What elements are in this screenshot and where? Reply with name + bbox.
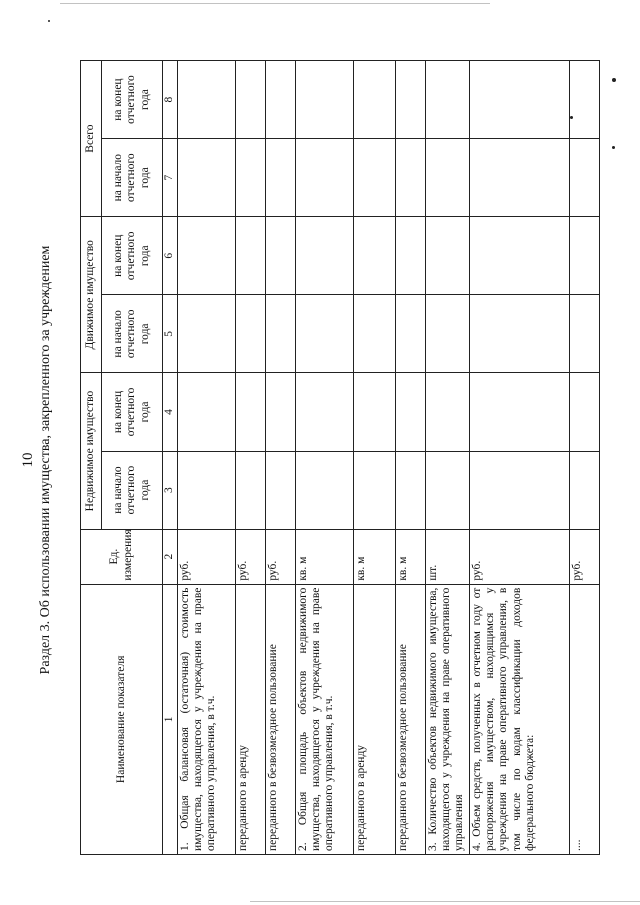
value-cell bbox=[470, 217, 570, 295]
header-indicator: Наименование показателя bbox=[81, 584, 163, 854]
column-number: 7 bbox=[163, 139, 178, 217]
scan-edge-top bbox=[60, 3, 490, 4]
value-cell bbox=[426, 373, 470, 451]
row-unit: кв. м bbox=[296, 529, 354, 584]
value-cell bbox=[354, 451, 396, 529]
value-cell bbox=[236, 373, 266, 451]
header-movable: Движимое имущество bbox=[81, 217, 102, 373]
value-cell bbox=[470, 61, 570, 139]
value-cell bbox=[396, 451, 426, 529]
value-cell bbox=[296, 451, 354, 529]
value-cell bbox=[354, 217, 396, 295]
value-cell bbox=[426, 451, 470, 529]
value-cell bbox=[178, 451, 236, 529]
value-cell bbox=[470, 139, 570, 217]
value-cell bbox=[236, 295, 266, 373]
value-cell bbox=[354, 61, 396, 139]
value-cell bbox=[570, 295, 600, 373]
header-total-start: на начало отчетного года bbox=[102, 139, 163, 217]
column-number: 2 bbox=[163, 529, 178, 584]
table-row bbox=[236, 61, 266, 855]
row-indicator-name: переданного в безвозмездное пользование bbox=[396, 584, 426, 854]
value-cell bbox=[354, 295, 396, 373]
row-unit: руб. bbox=[178, 529, 236, 584]
table-row bbox=[570, 61, 600, 855]
row-unit: руб. bbox=[236, 529, 266, 584]
value-cell bbox=[236, 61, 266, 139]
value-cell bbox=[178, 373, 236, 451]
value-cell bbox=[570, 217, 600, 295]
value-cell bbox=[354, 373, 396, 451]
row-unit: руб. bbox=[570, 529, 600, 584]
header-unit: Ед. измерения bbox=[81, 529, 163, 584]
table-row bbox=[266, 61, 296, 855]
header-immovable-start: на начало отчетного года bbox=[102, 451, 163, 529]
value-cell bbox=[236, 217, 266, 295]
column-number: 3 bbox=[163, 451, 178, 529]
column-number: 8 bbox=[163, 61, 178, 139]
value-cell bbox=[570, 373, 600, 451]
value-cell bbox=[396, 373, 426, 451]
row-unit: руб. bbox=[266, 529, 296, 584]
value-cell bbox=[396, 139, 426, 217]
value-cell bbox=[266, 373, 296, 451]
row-unit: кв. м bbox=[354, 529, 396, 584]
value-cell bbox=[426, 61, 470, 139]
value-cell bbox=[296, 61, 354, 139]
value-cell bbox=[354, 139, 396, 217]
table-row bbox=[354, 61, 396, 855]
section-title: Раздел 3. Об использовании имущества, закрепленного за учреждением bbox=[38, 245, 53, 675]
column-number-row bbox=[163, 61, 178, 855]
value-cell bbox=[178, 217, 236, 295]
row-unit: кв. м bbox=[396, 529, 426, 584]
value-cell bbox=[236, 451, 266, 529]
column-number: 6 bbox=[163, 217, 178, 295]
column-number: 4 bbox=[163, 373, 178, 451]
table-row bbox=[396, 61, 426, 855]
value-cell bbox=[296, 295, 354, 373]
scan-speck bbox=[48, 20, 50, 22]
row-indicator-name: 4. Объем средств, полученных в отчетном году от распоряжения имуществом, находящимся у учреждения на праве оперативного управления, в том числе по кодам классификации доходов федерального бюджета: bbox=[470, 584, 570, 854]
row-indicator-name: 1. Общая балансовая (остаточная) стоимость имущества, находящегося у учреждения на праве оперативного управления, в т.ч. bbox=[178, 584, 236, 854]
row-indicator-name: переданного в аренду bbox=[354, 584, 396, 854]
row-unit: руб. bbox=[470, 529, 570, 584]
value-cell bbox=[396, 295, 426, 373]
value-cell bbox=[266, 295, 296, 373]
row-unit: шт. bbox=[426, 529, 470, 584]
value-cell bbox=[426, 295, 470, 373]
rotated-page-content bbox=[0, 40, 640, 880]
table-row bbox=[178, 61, 236, 855]
table-row bbox=[296, 61, 354, 855]
value-cell bbox=[470, 373, 570, 451]
value-cell bbox=[296, 217, 354, 295]
value-cell bbox=[178, 61, 236, 139]
value-cell bbox=[178, 139, 236, 217]
row-indicator-name: 3. Количество объектов недвижимого имущества, находящегося у учреждения на праве оперативного управления bbox=[426, 584, 470, 854]
value-cell bbox=[178, 295, 236, 373]
value-cell bbox=[266, 451, 296, 529]
header-immovable: Недвижимое имущество bbox=[81, 373, 102, 529]
column-number: 5 bbox=[163, 295, 178, 373]
value-cell bbox=[296, 373, 354, 451]
row-indicator-name: .... bbox=[570, 584, 600, 854]
header-total: Всего bbox=[81, 61, 102, 217]
value-cell bbox=[570, 61, 600, 139]
header-movable-start: на начало отчетного года bbox=[102, 295, 163, 373]
row-indicator-name: переданного в безвозмездное пользование bbox=[266, 584, 296, 854]
value-cell bbox=[396, 217, 426, 295]
value-cell bbox=[426, 217, 470, 295]
column-number: 1 bbox=[163, 584, 178, 854]
scan-edge-bottom bbox=[250, 901, 640, 902]
table-row bbox=[426, 61, 470, 855]
value-cell bbox=[426, 139, 470, 217]
row-indicator-name: 2. Общая площадь объектов недвижимого имущества, находящегося у учреждения на праве оперативного управления, в т.ч. bbox=[296, 584, 354, 854]
value-cell bbox=[470, 451, 570, 529]
value-cell bbox=[296, 139, 354, 217]
value-cell bbox=[266, 217, 296, 295]
value-cell bbox=[266, 61, 296, 139]
page-number: 10 bbox=[20, 452, 36, 468]
value-cell bbox=[266, 139, 296, 217]
value-cell bbox=[570, 139, 600, 217]
header-immovable-end: на конец отчетного года bbox=[102, 373, 163, 451]
property-usage-table bbox=[80, 60, 600, 855]
value-cell bbox=[570, 451, 600, 529]
value-cell bbox=[396, 61, 426, 139]
header-total-end: на конец отчетного года bbox=[102, 61, 163, 139]
header-movable-end: на конец отчетного года bbox=[102, 217, 163, 295]
value-cell bbox=[236, 139, 266, 217]
value-cell bbox=[470, 295, 570, 373]
table-row bbox=[470, 61, 570, 855]
row-indicator-name: переданного в аренду bbox=[236, 584, 266, 854]
